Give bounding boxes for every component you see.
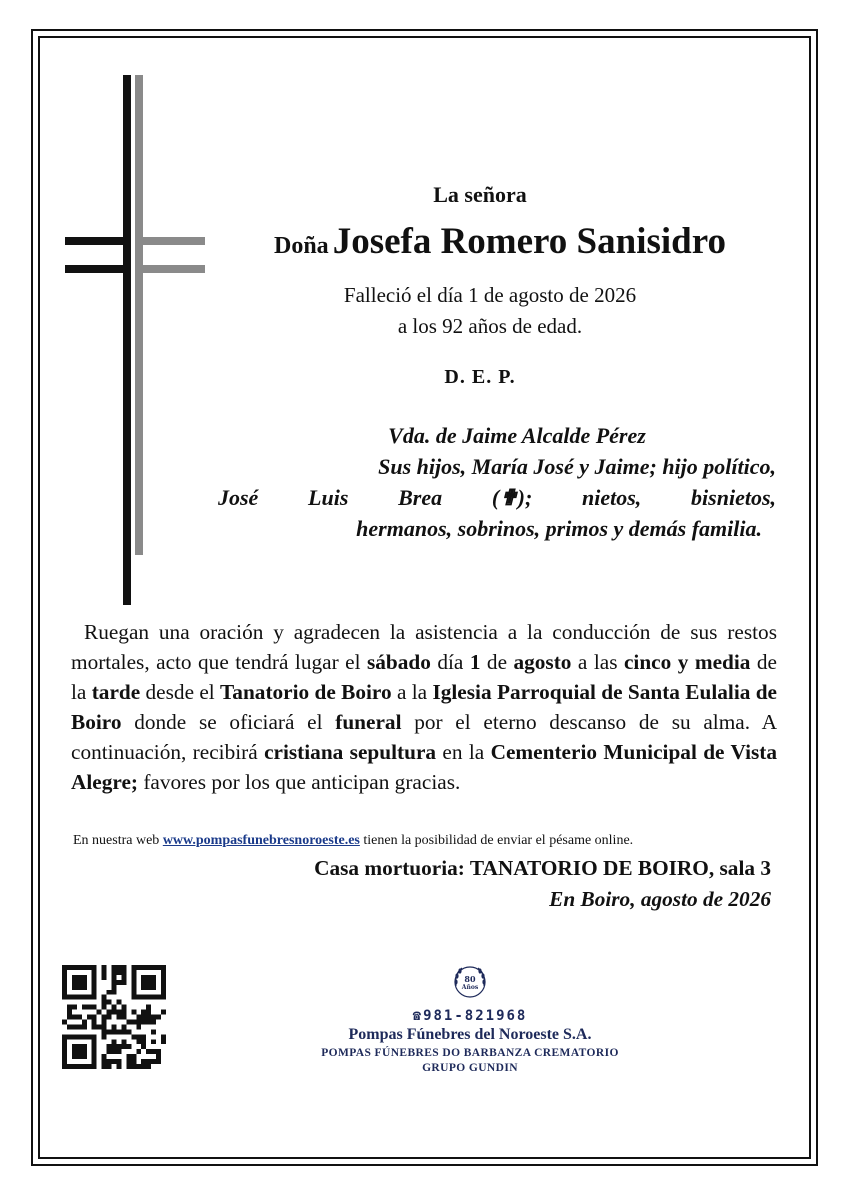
- deceased-name-row: [210, 220, 790, 263]
- body-text: desde el: [140, 680, 221, 704]
- company-subtitle: POMPAS FÚNEBRES DO BARBANZA CREMATORIO: [321, 1047, 619, 1059]
- website-link[interactable]: www.pompasfunebresnoroeste.es: [162, 833, 360, 848]
- phone-digits: 981-821968: [423, 1008, 528, 1024]
- body-bold: Iglesia Parroquial de Santa Eulalia de Boiro: [71, 680, 778, 734]
- small-cross-icon: ✟: [499, 485, 518, 510]
- body-text: a la: [391, 680, 433, 704]
- body-bold: Tanatorio de Boiro: [220, 680, 392, 704]
- body-text: día: [430, 650, 470, 674]
- body-text: de: [480, 650, 514, 674]
- cross-icon: [60, 75, 210, 605]
- web-note-text: tienen la posibilidad de enviar el pésame online.: [359, 833, 634, 848]
- body-bold: funeral: [335, 710, 402, 734]
- rip-abbreviation: D. E. P.: [444, 366, 516, 388]
- ceremony-paragraph: [71, 617, 777, 797]
- age-at-death: a los 92 años de edad.: [397, 314, 583, 338]
- qr-code-icon[interactable]: [62, 965, 166, 1069]
- death-info: [300, 280, 680, 342]
- body-bold: cristiana sepultura: [264, 740, 437, 764]
- body-text: a las: [571, 650, 624, 674]
- anniversary-seal-icon: [450, 962, 490, 1002]
- body-bold: Cementerio Municipal de Vista Alegre;: [71, 740, 778, 794]
- name-prefix: Doña: [274, 233, 329, 259]
- funeral-home-footer: [270, 962, 670, 1074]
- body-bold: sábado: [366, 650, 431, 674]
- web-note: [73, 833, 633, 849]
- body-bold: agosto: [513, 650, 572, 674]
- web-note-text: En nuestra web: [73, 833, 163, 848]
- body-bold: tarde: [91, 680, 141, 704]
- company-group: GRUPO GUNDIN: [422, 1062, 518, 1074]
- body-text: en la: [436, 740, 491, 764]
- seal-label: Años: [461, 984, 479, 991]
- deceased-name: Josefa Romero Sanisidro: [332, 221, 726, 262]
- body-text: donde se oficiará el: [121, 710, 336, 734]
- mortuary-location: Casa mortuoria: TANATORIO DE BOIRO, sala 3: [314, 856, 771, 880]
- body-text: favores por los que anticipan gracias.: [138, 770, 461, 794]
- phone-icon: ☎: [412, 1008, 424, 1024]
- family-line-widow: Vda. de Jaime Alcalde Pérez: [388, 423, 646, 448]
- intro-title: La señora: [433, 182, 527, 207]
- place-and-date: En Boiro, agosto de 2026: [549, 887, 771, 911]
- family-line-children: Sus hijos, María José y Jaime; hijo político,: [378, 454, 776, 479]
- body-text: Ruegan una oración y agradecen la asistencia a la conducción de sus restos mortales, acto que tendrá lugar el: [71, 620, 777, 674]
- body-bold: 1: [469, 650, 481, 674]
- family-line3-start: José Luis Brea (: [218, 485, 500, 510]
- death-date: Falleció el día 1 de agosto de 2026: [343, 283, 637, 307]
- seal-number: 80: [464, 974, 476, 984]
- family-line3-end: ); nietos, bisnietos,: [517, 485, 777, 510]
- phone-number: [270, 1008, 670, 1024]
- family-list: [218, 420, 776, 544]
- family-line-grandchildren: [218, 482, 776, 513]
- company-name: Pompas Fúnebres del Noroeste S.A.: [348, 1026, 592, 1043]
- body-text: por el eterno descanso de su alma. A continuación, recibirá: [71, 710, 777, 764]
- body-text: de la: [71, 650, 777, 704]
- body-bold: cinco y media: [623, 650, 751, 674]
- family-line-relatives: hermanos, sobrinos, primos y demás familia.: [356, 516, 762, 541]
